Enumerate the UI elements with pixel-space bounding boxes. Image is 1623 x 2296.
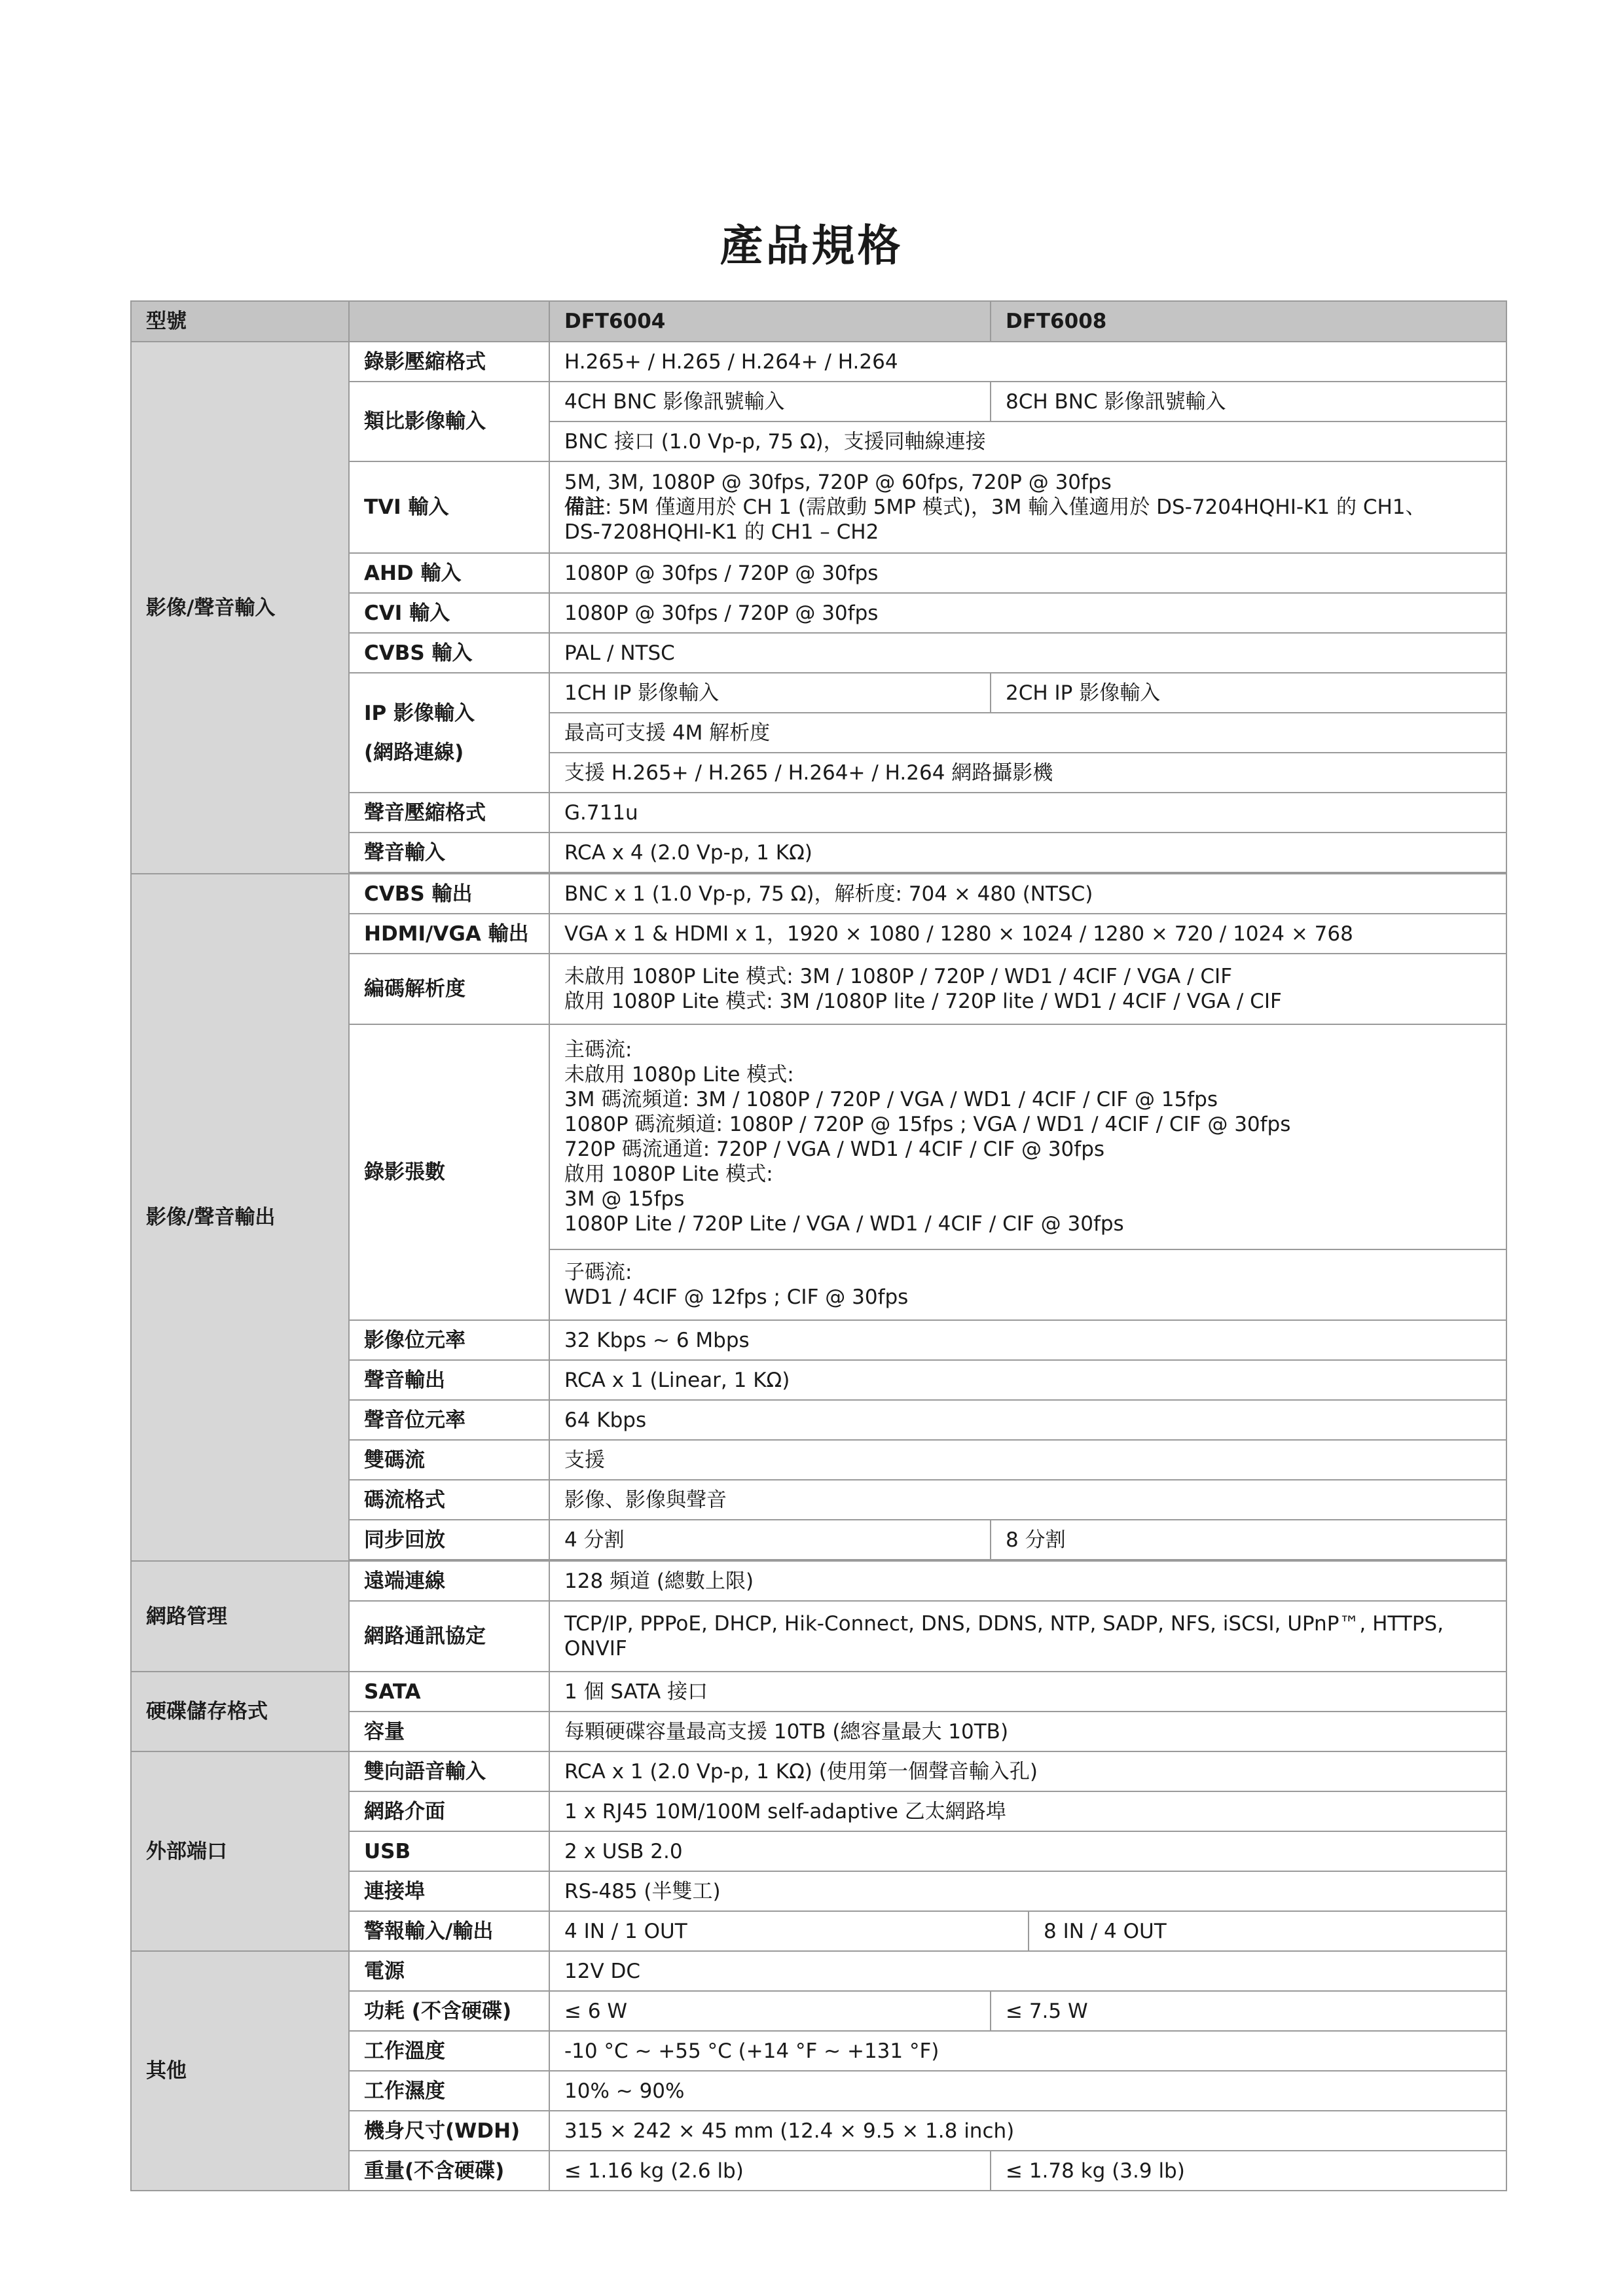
- row-value: -10 °C ~ +55 °C (+14 °F ~ +131 °F): [549, 2031, 1506, 2071]
- row-value: [549, 954, 1506, 1024]
- section-ports: 外部端口: [131, 1751, 349, 1951]
- row-value-a: ≤ 6 W: [549, 1991, 991, 2031]
- row-value-a: ≤ 1.16 kg (2.6 lb): [549, 2151, 991, 2191]
- main-line: 720P 碼流通道: 720P / VGA / WD1 / 4CIF / CIF @ 30fps: [564, 1138, 1105, 1161]
- row-label: 網路通訊協定: [349, 1601, 549, 1672]
- row-value-b: 2CH IP 影像輸入: [991, 673, 1506, 713]
- row-value: 最高可支援 4M 解析度: [549, 713, 1506, 753]
- row-label: 警報輸入/輸出: [349, 1911, 549, 1951]
- tvi-note-text: : 5M 僅適用於 CH 1 (需啟動 5MP 模式)，3M 輸入僅適用於 DS-7204HQHI-K1 的 CH1、: [605, 495, 1426, 519]
- model-b: DFT6008: [991, 301, 1506, 342]
- main-line: 1080P 碼流頻道: 1080P / 720P @ 15fps ; VGA / WD1 / 4CIF / CIF @ 30fps: [564, 1113, 1291, 1136]
- row-label: 功耗 (不含硬碟): [349, 1991, 549, 2031]
- row-value: RCA x 1 (Linear, 1 KΩ): [549, 1360, 1506, 1400]
- tvi-note-label: 備註: [564, 495, 605, 519]
- row-label: HDMI/VGA 輸出: [349, 914, 549, 954]
- row-label: 遠端連線: [349, 1561, 549, 1601]
- row-label: 連接埠: [349, 1871, 549, 1911]
- sub-line: WD1 / 4CIF @ 12fps ; CIF @ 30fps: [564, 1285, 909, 1309]
- row-label: CVBS 輸入: [349, 633, 549, 673]
- main-line: 1080P Lite / 720P Lite / VGA / WD1 / 4CIF / CIF @ 30fps: [564, 1212, 1124, 1236]
- row-label: 雙向語音輸入: [349, 1751, 549, 1791]
- row-value: 1 x RJ45 10M/100M self-adaptive 乙太網路埠: [549, 1791, 1506, 1831]
- table-row: [131, 1751, 1506, 1791]
- row-value: G.711u: [549, 793, 1506, 833]
- row-value-a: 4 IN / 1 OUT: [549, 1911, 1029, 1951]
- row-value: 支援: [549, 1440, 1506, 1480]
- row-label: CVBS 輸出: [349, 874, 549, 914]
- row-label: 影像位元率: [349, 1320, 549, 1360]
- row-value-b: ≤ 7.5 W: [991, 1991, 1506, 2031]
- row-value: 315 × 242 × 45 mm (12.4 × 9.5 × 1.8 inch): [549, 2111, 1506, 2151]
- row-label: 聲音位元率: [349, 1400, 549, 1440]
- row-label: 碼流格式: [349, 1480, 549, 1520]
- row-value: RCA x 1 (2.0 Vp-p, 1 KΩ) (使用第一個聲音輸入孔): [549, 1751, 1506, 1791]
- row-value: 1080P @ 30fps / 720P @ 30fps: [549, 593, 1506, 633]
- row-label: 工作濕度: [349, 2071, 549, 2111]
- row-value: 32 Kbps ~ 6 Mbps: [549, 1320, 1506, 1360]
- row-value-sub-stream: [549, 1249, 1506, 1320]
- row-label: 雙碼流: [349, 1440, 549, 1480]
- protocols-line-2: ONVIF: [564, 1637, 627, 1660]
- row-label: 重量(不含硬碟): [349, 2151, 549, 2191]
- row-value: 1080P @ 30fps / 720P @ 30fps: [549, 553, 1506, 593]
- row-value: BNC 接口 (1.0 Vp-p, 75 Ω)，支援同軸線連接: [549, 422, 1506, 461]
- table-row: [131, 1561, 1506, 1601]
- row-label: 編碼解析度: [349, 954, 549, 1024]
- row-value-b: 8 分割: [991, 1520, 1506, 1560]
- table-row: [131, 1672, 1506, 1712]
- row-value: 12V DC: [549, 1951, 1506, 1991]
- row-label: 工作溫度: [349, 2031, 549, 2071]
- row-label: 電源: [349, 1951, 549, 1991]
- row-label: 聲音輸入: [349, 833, 549, 872]
- tvi-line-2: [564, 495, 1491, 520]
- row-value-main-stream: [549, 1024, 1506, 1249]
- row-value-b: ≤ 1.78 kg (3.9 lb): [991, 2151, 1506, 2191]
- encode-line-1: 未啟用 1080P Lite 模式: 3M / 1080P / 720P / WD1 / 4CIF / VGA / CIF: [564, 965, 1233, 988]
- row-label: 聲音壓縮格式: [349, 793, 549, 833]
- row-value: H.265+ / H.265 / H.264+ / H.264: [549, 342, 1506, 382]
- row-value: 1 個 SATA 接口: [549, 1672, 1506, 1712]
- model-a: DFT6004: [549, 301, 991, 342]
- encode-line-2: 啟用 1080P Lite 模式: 3M /1080P lite / 720P lite / WD1 / 4CIF / VGA / CIF: [564, 990, 1282, 1013]
- row-value: 支援 H.265+ / H.265 / H.264+ / H.264 網路攝影機: [549, 753, 1506, 793]
- row-value: 128 頻道 (總數上限): [549, 1561, 1506, 1601]
- table-row: [131, 342, 1506, 382]
- row-value-a: 4CH BNC 影像訊號輸入: [549, 382, 991, 422]
- row-label: 機身尺寸(WDH): [349, 2111, 549, 2151]
- row-label: 網路介面: [349, 1791, 549, 1831]
- main-line: 啟用 1080P Lite 模式:: [564, 1162, 773, 1186]
- row-label: SATA: [349, 1672, 549, 1712]
- row-label: TVI 輸入: [349, 461, 549, 553]
- row-value-b: 8 IN / 4 OUT: [1029, 1911, 1506, 1951]
- main-line: 主碼流:: [564, 1038, 632, 1062]
- row-label: 錄影壓縮格式: [349, 342, 549, 382]
- tvi-line-1: 5M, 3M, 1080P @ 30fps, 720P @ 60fps, 720P @ 30fps: [564, 471, 1112, 494]
- row-label: 同步回放: [349, 1520, 549, 1560]
- main-line: 未啟用 1080p Lite 模式:: [564, 1063, 794, 1086]
- page-title: 產品規格: [720, 221, 903, 271]
- row-value: 64 Kbps: [549, 1400, 1506, 1440]
- row-value: BNC x 1 (1.0 Vp-p, 75 Ω)，解析度: 704 × 480 (NTSC): [549, 874, 1506, 914]
- row-value-a: 4 分割: [549, 1520, 991, 1560]
- row-value: 2 x USB 2.0: [549, 1831, 1506, 1871]
- section-other: 其他: [131, 1951, 349, 2191]
- section-network: 網路管理: [131, 1561, 349, 1672]
- row-value: RCA x 4 (2.0 Vp-p, 1 KΩ): [549, 833, 1506, 872]
- table-header-row: [131, 301, 1506, 342]
- row-value: VGA x 1 & HDMI x 1，1920 × 1080 / 1280 × 1024 / 1280 × 720 / 1024 × 768: [549, 914, 1506, 954]
- sub-line: 子碼流:: [564, 1261, 632, 1284]
- ip-label-1: IP 影像輸入: [364, 701, 475, 725]
- section-storage: 硬碟儲存格式: [131, 1672, 349, 1751]
- row-label: CVI 輸入: [349, 593, 549, 633]
- row-label: USB: [349, 1831, 549, 1871]
- row-label: AHD 輸入: [349, 553, 549, 593]
- table-row: [131, 874, 1506, 914]
- row-value: [549, 1601, 1506, 1672]
- row-label: 容量: [349, 1712, 549, 1751]
- row-value: 每顆硬碟容量最高支援 10TB (總容量最大 10TB): [549, 1712, 1506, 1751]
- main-line: 3M 碼流頻道: 3M / 1080P / 720P / VGA / WD1 / 4CIF / CIF @ 15fps: [564, 1088, 1218, 1111]
- row-label: 聲音輸出: [349, 1360, 549, 1400]
- row-value: 影像、影像與聲音: [549, 1480, 1506, 1520]
- table-row: [131, 1951, 1506, 1991]
- section-output: 影像/聲音輸出: [131, 874, 349, 1561]
- row-label: 類比影像輸入: [349, 382, 549, 461]
- row-value: PAL / NTSC: [549, 633, 1506, 673]
- row-value-b: 8CH BNC 影像訊號輸入: [991, 382, 1506, 422]
- row-label: [349, 673, 549, 793]
- row-value: RS-485 (半雙工): [549, 1871, 1506, 1911]
- tvi-line-3: DS-7208HQHI-K1 的 CH1 – CH2: [564, 520, 879, 544]
- protocols-line-1: TCP/IP, PPPoE, DHCP, Hik-Connect, DNS, DDNS, NTP, SADP, NFS, iSCSI, UPnP™, HTTPS,: [564, 1612, 1444, 1636]
- row-value: 10% ~ 90%: [549, 2071, 1506, 2111]
- row-value-a: 1CH IP 影像輸入: [549, 673, 991, 713]
- model-label: 型號: [131, 301, 349, 342]
- section-input: 影像/聲音輸入: [131, 342, 349, 874]
- row-value: [549, 461, 1506, 553]
- ip-label-2: (網路連線): [364, 740, 464, 764]
- header-empty-cell: [349, 301, 549, 342]
- main-line: 3M @ 15fps: [564, 1187, 685, 1211]
- row-label: 錄影張數: [349, 1024, 549, 1320]
- spec-table: [130, 300, 1507, 2191]
